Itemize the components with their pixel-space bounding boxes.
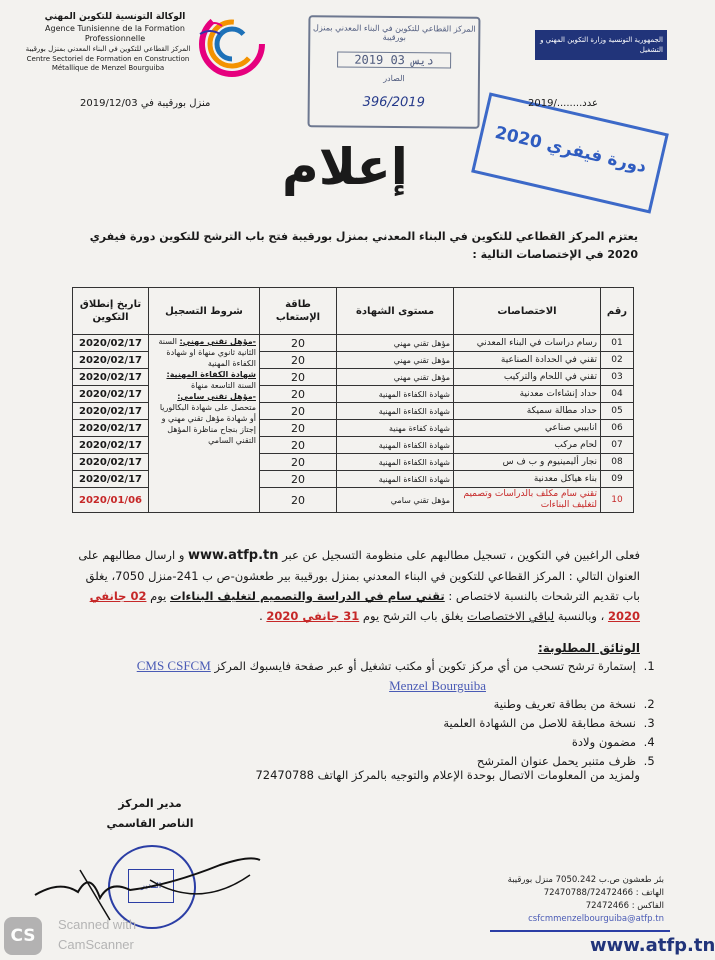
director-name: الناصر القاسمي xyxy=(106,817,194,830)
footer-phone: الهاتف : 72470788/72472466 xyxy=(543,888,664,898)
header-level: مستوى الشهادة xyxy=(337,288,454,335)
footer-address xyxy=(488,874,664,926)
contact-info: ولمزيد من المعلومات الاتصال بوحدة الإعلام والتوجيه بالمركز الهاتف 72470788 xyxy=(255,768,640,782)
header-launch: تاريخ إنطلاق التكوين xyxy=(73,288,149,335)
row-num: 01 xyxy=(601,335,634,352)
footer-website[interactable]: www.atfp.tn xyxy=(590,935,715,956)
director-block xyxy=(90,794,210,834)
website-link[interactable]: www.atfp.tn xyxy=(188,548,279,563)
row-level: شهادة الكفاءة المهنية xyxy=(337,403,454,420)
facebook-link-1[interactable]: CMS CSFCM xyxy=(136,658,211,673)
row-capacity: 20 xyxy=(260,488,337,513)
reference-number: عدد......../2019 xyxy=(528,98,598,109)
row-level: شهادة الكفاءة المهنية xyxy=(337,454,454,471)
row-spec: تقني في الحدادة الصناعية xyxy=(454,352,601,369)
row-level: مؤهل تقني سامي xyxy=(337,488,454,513)
row-capacity: 20 xyxy=(260,454,337,471)
row-spec: حداد إنشاءات معدنية xyxy=(454,386,601,403)
session-stamp: دورة فيفري 2020 xyxy=(471,92,669,213)
facebook-link-2[interactable]: Menzel Bourguiba xyxy=(389,678,486,693)
camscanner-logo: CS xyxy=(4,917,42,955)
row-launch: 2020/02/17 xyxy=(73,471,149,488)
row-num: 08 xyxy=(601,454,634,471)
place-date: منزل بورقيبة في 2019/12/03 xyxy=(80,98,211,109)
row-level: شهادة الكفاءة المهنية xyxy=(337,437,454,454)
row-capacity: 20 xyxy=(260,386,337,403)
row-capacity: 20 xyxy=(260,352,337,369)
list-item: 5. ظرف متنبر يحمل عنوان المترشح xyxy=(70,752,640,771)
list-item xyxy=(70,656,640,695)
row-level: شهادة كفاءة مهنية xyxy=(337,420,454,437)
row-launch: 2020/02/17 xyxy=(73,454,149,471)
registration-conditions xyxy=(149,335,260,513)
row-launch: 2020/02/17 xyxy=(73,369,149,386)
header-capacity: طاقة الإستعاب xyxy=(260,288,337,335)
list-item: 2. نسخة من بطاقة تعريف وطنية xyxy=(70,695,640,714)
para-part-3: ، وبالنسبة xyxy=(557,609,605,623)
header-spec: الاختصاصات xyxy=(454,288,601,335)
row-spec: انابيبي صناعي xyxy=(454,420,601,437)
table-row xyxy=(73,335,634,352)
deadline-2: 31 جانفي 2020 xyxy=(266,609,360,623)
para-spec-name: تقني سام في الدراسة والتصميم لتغليف البناءات xyxy=(170,589,445,603)
row-capacity: 20 xyxy=(260,437,337,454)
row-num: 09 xyxy=(601,471,634,488)
cond-1-title: -مؤهل تقني مهني: xyxy=(179,337,256,346)
row-num: 06 xyxy=(601,420,634,437)
row-level: شهادة الكفاءة المهنية xyxy=(337,471,454,488)
registry-stamp-date: 2019 ديس 03 xyxy=(337,52,451,69)
row-num: 10 xyxy=(601,488,634,513)
footer-fax: الفاكس : 72472466 xyxy=(585,901,664,911)
row-num: 05 xyxy=(601,403,634,420)
row-num: 04 xyxy=(601,386,634,403)
ministry-banner: الجمهورية التونسية وزارة التكوين المهني و التشغيل xyxy=(535,30,667,60)
row-launch: 2020/02/17 xyxy=(73,437,149,454)
row-spec: تقني سام مكلف بالدراسات وتصميم لتغليف البناءات xyxy=(454,488,601,513)
row-capacity: 20 xyxy=(260,335,337,352)
documents-list xyxy=(70,656,658,771)
agency-name-fr: Agence Tunisienne de la Formation Professionnelle xyxy=(45,24,185,43)
registry-stamp-label: الصادر xyxy=(383,73,405,84)
row-level: شهادة الكفاءة المهنية xyxy=(337,386,454,403)
row-num: 03 xyxy=(601,369,634,386)
row-num: 07 xyxy=(601,437,634,454)
table-header-row xyxy=(73,288,634,335)
cond-2-title: شهادة الكفاءة المهنية: xyxy=(166,370,256,379)
row-launch: 2020/02/17 xyxy=(73,403,149,420)
row-spec: رسام دراسات في البناء المعدني xyxy=(454,335,601,352)
para-part-5: . xyxy=(259,609,263,623)
para-part-1: فعلى الراغبين في التكوين ، تسجيل مطالبهم على منظومة التسجيل عن عبر xyxy=(282,548,640,562)
footer-email[interactable]: csfcmmenzelbourguiba@atfp.tn xyxy=(528,914,664,924)
registry-stamp xyxy=(308,15,481,128)
row-spec: لحام مركب xyxy=(454,437,601,454)
doc-item-1: إستمارة ترشح تسحب من أي مركز تكوين أو مكتب تشغيل أو عبر صفحة فايسبوك المركز xyxy=(214,659,636,673)
cond-1-text: السنة الثانية ثانوي منهاة او شهادة الكفاءة المهنية xyxy=(158,337,256,368)
watermark-line-1: Scanned with xyxy=(58,917,137,932)
atfp-logo-icon xyxy=(180,8,270,80)
header-num: رقم xyxy=(601,288,634,335)
cond-3-text: متحصل على شهادة البكالوريا أو شهادة مؤهل تقني مهني و إجتاز بنجاح مناظرة المؤهل التقني السامي xyxy=(159,403,256,445)
center-name-ar: المركز القطاعي للتكوين في البناء المعدني بمنزل بورقيبة xyxy=(25,45,191,53)
cond-2-text: السنة التاسعة منهاة xyxy=(191,381,256,390)
footer-divider xyxy=(490,930,670,932)
registry-stamp-number: 396/2019 xyxy=(362,94,425,111)
cond-3-title: -مؤهل تقني سامي: xyxy=(177,392,256,401)
registry-stamp-org: المركز القطاعي للتكوين في البناء المعدني بمنزل بورقيبة xyxy=(313,23,476,43)
row-capacity: 20 xyxy=(260,471,337,488)
watermark-line-2: CamScanner xyxy=(58,937,134,952)
row-spec: نجار أليمينيوم و ب ف س xyxy=(454,454,601,471)
deadline-1: 02 جانفي 2020 xyxy=(89,589,640,623)
row-capacity: 20 xyxy=(260,403,337,420)
list-item: 4. مضمون ولادة xyxy=(70,733,640,752)
stamp-inner-text: المدير xyxy=(128,869,174,903)
row-level: مؤهل تقني مهني xyxy=(337,369,454,386)
row-launch: 2020/02/17 xyxy=(73,386,149,403)
list-item: 3. نسخة مطابقة للاصل من الشهادة العلمية xyxy=(70,714,640,733)
page-title: إعلام xyxy=(282,138,408,196)
row-capacity: 20 xyxy=(260,420,337,437)
row-num: 02 xyxy=(601,352,634,369)
para-part-4: يغلق باب الترشح يوم xyxy=(362,609,464,623)
row-level: مؤهل تقني مهني xyxy=(337,335,454,352)
row-spec: تقني في اللحام والتركيب xyxy=(454,369,601,386)
header-conditions: شروط التسجيل xyxy=(149,288,260,335)
row-level: مؤهل تقني مهني xyxy=(337,352,454,369)
para-part-2: و ارسال مطالبهم على العنوان التالي : المركز القطاعي للتكوين في البناء المعدني بمنزل بورقيبة بير طعشون-ص ب 241-منزل 7050، يغلق باب تقديم الترشحات بالنسبة لاختصاص : xyxy=(78,548,640,603)
row-launch: 2020/02/17 xyxy=(73,352,149,369)
row-capacity: 20 xyxy=(260,369,337,386)
director-title: مدير المركز xyxy=(118,797,182,810)
center-name-fr: Centre Sectoriel de Formation en Construction Métallique de Menzel Bourguiba xyxy=(26,55,190,72)
camscanner-watermark xyxy=(58,915,136,955)
specialties-table xyxy=(72,287,634,513)
agency-name-ar: الوكالة التونسية للتكوين المهني xyxy=(44,12,186,22)
row-spec: حداد مطالة سميكة xyxy=(454,403,601,420)
row-launch: 2020/02/17 xyxy=(73,335,149,352)
intro-text: يعتزم المركز القطاعي للتكوين في البناء المعدني بمنزل بورقيبة فتح باب الترشح للتكوين دورة فيفري 2020 في الإختصاصات التالية : xyxy=(89,230,638,261)
para-day-label: يوم xyxy=(150,589,167,603)
row-launch: 2020/01/06 xyxy=(73,488,149,513)
application-instructions xyxy=(76,545,640,626)
documents-title: الوثائق المطلوبة: xyxy=(537,641,640,655)
row-launch: 2020/02/17 xyxy=(73,420,149,437)
footer-address-line: بئر طعشون ص.ب 7050.242 منزل بورقيبة xyxy=(507,875,664,885)
row-spec: بناء هياكل معدنية xyxy=(454,471,601,488)
para-others: لباقي الاختصاصات xyxy=(467,609,555,623)
